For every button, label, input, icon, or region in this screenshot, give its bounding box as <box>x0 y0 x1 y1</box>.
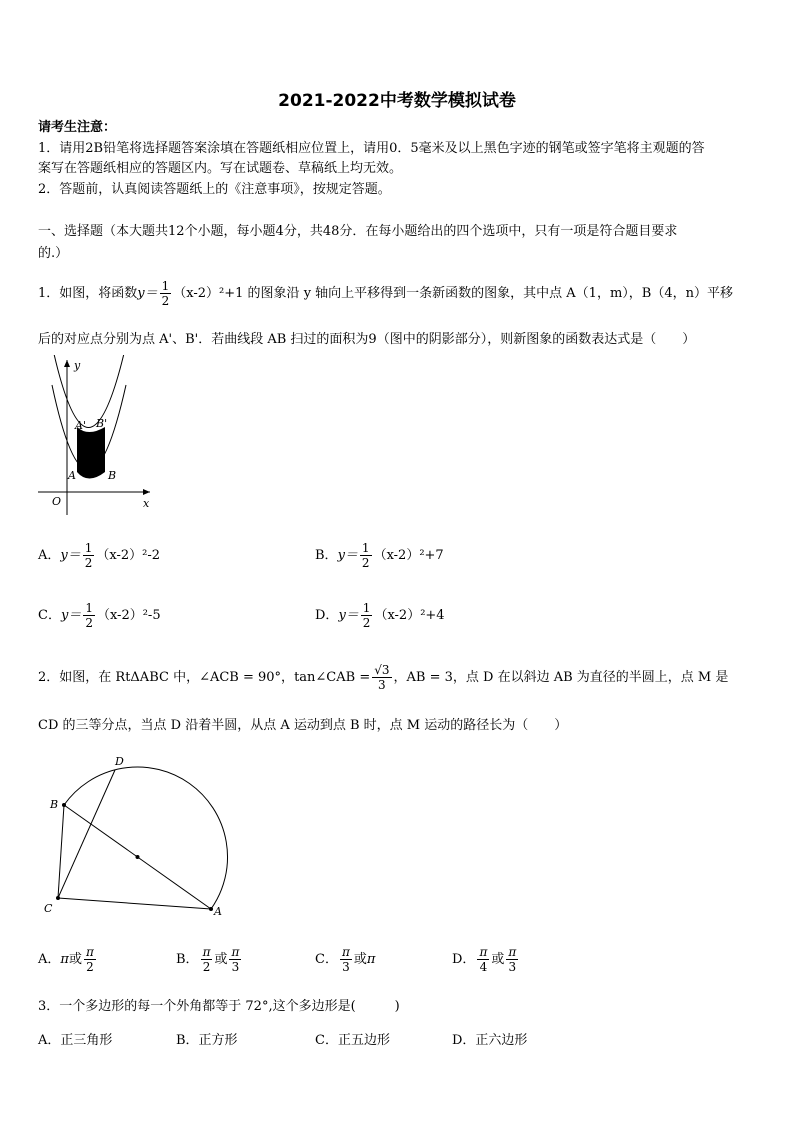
point-a-prime-label: A' <box>75 419 86 432</box>
q1-option-a[interactable]: A．y＝ $\frac{1}{2}$ （x-2）²-2 <box>38 541 161 570</box>
translated-parabola <box>52 355 126 428</box>
segment-ca <box>58 898 211 909</box>
y-axis-arrow <box>64 360 70 367</box>
q1-fraction: $\frac{1}{2}$ <box>161 279 170 308</box>
q1-option-b[interactable]: B．y＝ $\frac{1}{2}$ （x-2）²+7 <box>315 541 444 570</box>
segment-cd <box>58 770 115 898</box>
notice-item-1-line-1: 1．请用2B铅笔将选择题答案涂填在答题纸相应位置上，请用0．5毫米及以上黑色字迹的钢笔或签字笔将主观题的答 <box>38 141 705 156</box>
center-point <box>136 855 140 859</box>
point-b <box>62 803 66 807</box>
point-b-prime-label: B' <box>96 417 108 430</box>
q2-option-b[interactable]: B． $\frac{\pi}{2}$ 或 $\frac{\pi}{3}$ <box>176 945 240 974</box>
point-b-label: B <box>108 469 117 482</box>
q2-stem-line-1: 2．如图，在 RtΔABC 中，∠ACB = 90°，tan∠CAB = $\frac{√3}{3}$ ，AB = 3，点 D 在以斜边 AB 为直径的半圆上，点 M 是 <box>38 663 729 692</box>
q1-option-d[interactable]: D．y＝ $\frac{1}{2}$ （x-2）²+4 <box>315 601 445 630</box>
point-c-label: C <box>44 902 53 915</box>
shaded-area <box>77 427 105 479</box>
q1-stem-line-1: 1．如图，将函数y＝ $\frac{1}{2}$ （x-2）²+1 的图象沿 y 轴向上平移得到一条新函数的图象，其中点 A（1，m），B（4，n）平移 <box>38 279 733 308</box>
point-d-label: D <box>115 755 124 768</box>
q1-option-c[interactable]: C．y＝ $\frac{1}{2}$ （x-2）²-5 <box>38 601 161 630</box>
point-c <box>56 896 60 900</box>
q2-option-d[interactable]: D． $\frac{\pi}{4}$ 或 $\frac{\pi}{3}$ <box>452 945 517 974</box>
q3-option-a[interactable]: A．正三角形 <box>38 1033 113 1048</box>
q1-stem-line-2: 后的对应点分别为点 A'、B'．若曲线段 AB 扫过的面积为9（图中的阴影部分），则新图象的函数表达式是（ ） <box>38 332 696 347</box>
section-heading-line-1: 一、选择题（本大题共12个小题，每小题4分，共48分．在每小题给出的四个选项中，只有一项是符合题目要求 <box>38 224 678 239</box>
origin-label: O <box>52 495 62 508</box>
page-title: 2021-2022中考数学模拟试卷 <box>278 91 516 111</box>
q1-parabola-figure <box>30 355 160 515</box>
q3-option-d[interactable]: D．正六边形 <box>452 1033 528 1048</box>
q2-stem-line-2: CD 的三等分点，当点 D 沿着半圆，从点 A 运动到点 B 时，点 M 运动的路径长为（ ） <box>38 718 568 733</box>
q3-option-b[interactable]: B．正方形 <box>176 1033 238 1048</box>
x-axis-arrow <box>143 489 150 495</box>
notice-heading: 请考生注意： <box>38 120 117 135</box>
notice-item-2: 2．答题前，认真阅读答题纸上的《注意事项》，按规定答题。 <box>38 182 391 197</box>
notice-item-1-line-2: 案写在答题纸相应的答题区内。写在试题卷、草稿纸上均无效。 <box>38 161 403 176</box>
q2-option-a[interactable]: A．π或 $\frac{\pi}{2}$ <box>38 945 94 974</box>
point-a-label: A <box>68 469 76 482</box>
segment-cb <box>58 805 64 898</box>
q3-stem: 3．一个多边形的每一个外角都等于 72°,这个多边形是( ) <box>38 999 400 1014</box>
x-axis-label: x <box>143 497 150 510</box>
point-a <box>209 907 213 911</box>
y-axis-label: y <box>74 359 81 372</box>
semicircle-arc <box>64 767 228 909</box>
q3-option-c[interactable]: C．正五边形 <box>315 1033 390 1048</box>
section-heading-line-2: 的.） <box>38 246 69 261</box>
q2-semicircle-figure <box>38 750 238 920</box>
q2-option-c[interactable]: C． $\frac{\pi}{3}$ 或π <box>315 945 376 974</box>
point-a-label: A <box>214 905 222 918</box>
point-b-label: B <box>50 798 59 811</box>
